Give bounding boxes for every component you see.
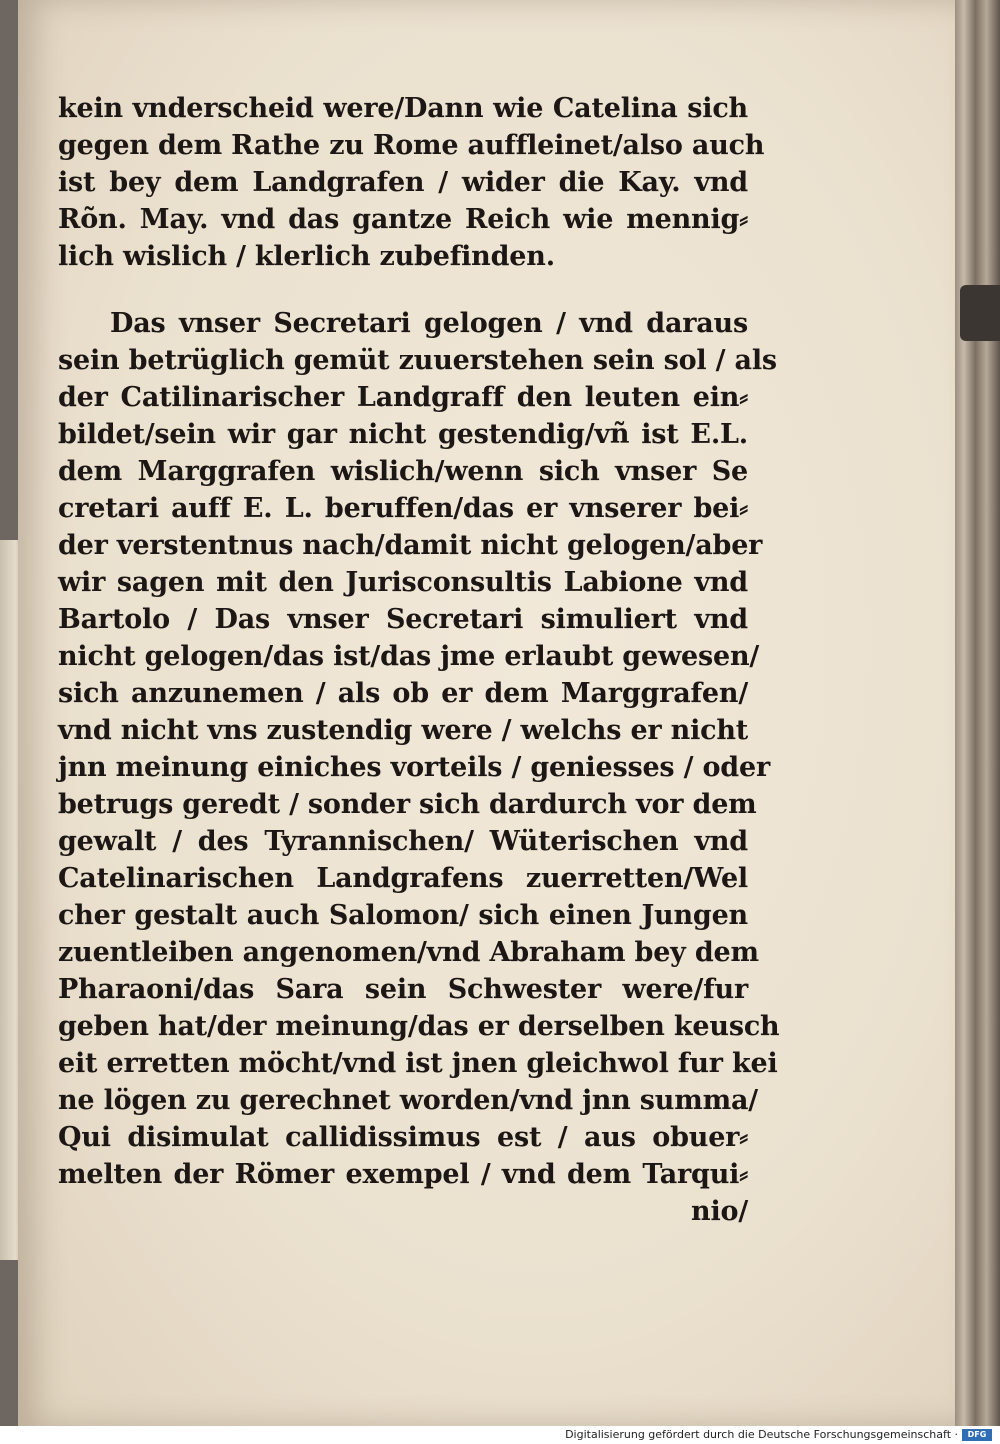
binding-tab [960,285,1000,341]
text-line: sich anzunemen / als ob er dem Marggrafen/ [58,678,748,709]
text-line: Das vnser Secretari gelogen / vnd daraus [110,308,748,339]
text-line: der verstentnus nach/damit nicht gelogen/aber [58,530,763,561]
text-line: ne lögen zu gerechnet worden/vnd jnn summa/ [58,1085,758,1116]
footer-bar [0,1426,1000,1444]
digitization-credit: Digitalisierung gefördert durch die Deutsche Forschungsgemeinschaft · [565,1428,958,1441]
text-line: gegen dem Rathe zu Rome auffleinet/also auch [58,130,765,161]
text-line: kein vnderscheid were/Dann wie Catelina sich [58,93,748,124]
text-line: bildet/sein wir gar nicht gestendig/vñ ist E.L. [58,419,748,450]
text-line: der Catilinarischer Landgraff den leuten ein⸗ [58,382,748,413]
text-line: wir sagen mit den Jurisconsultis Labione vnd [58,567,748,598]
text-line: jnn meinung einiches vorteils / geniesses / oder [58,752,770,783]
text-line: melten der Römer exempel / vnd dem Tarqui⸗ [58,1159,748,1190]
catchword: nio/ [691,1196,748,1227]
paragraph-gap [58,275,748,305]
text-line: zuentleiben angenomen/vnd Abraham bey dem [58,937,759,968]
text-line: sein betrüglich gemüt zuuerstehen sein sol / als [58,345,777,376]
text-line: lich wislich / klerlich zubefinden. [58,241,555,272]
text-line: cretari auff E. L. beruffen/das er vnserer bei⸗ [58,493,748,524]
dfg-logo: DFG [962,1429,992,1441]
page-text [58,90,780,1230]
text-line: nicht gelogen/das ist/das jme erlaubt gewesen/ [58,641,760,672]
text-line: Bartolo / Das vnser Secretari simuliert vnd [58,604,748,635]
text-line: cher gestalt auch Salomon/ sich einen Jungen [58,900,748,931]
text-line: Qui disimulat callidissimus est / aus obuer⸗ [58,1122,748,1153]
text-line: geben hat/der meinung/das er derselben keusch [58,1011,780,1042]
page-fore-edge [955,0,1000,1426]
text-line: Catelinarischen Landgrafens zuerretten/Wel [58,863,748,894]
text-line: Rõn. May. vnd das gantze Reich wie mennig⸗ [58,204,748,235]
text-line: eit erretten möcht/vnd ist jnen gleichwol fur kei [58,1048,778,1079]
text-line: dem Marggrafen wislich/wenn sich vnser Se [58,456,748,487]
paragraph-2 [58,305,780,1230]
text-line: ist bey dem Landgrafen / wider die Kay. vnd [58,167,748,198]
text-line: gewalt / des Tyrannischen/ Wüterischen vnd [58,826,748,857]
text-line: vnd nicht vns zustendig were / welchs er nicht [58,715,749,746]
text-line: betrugs geredt / sonder sich dardurch vor dem [58,789,757,820]
paragraph-1 [58,90,765,275]
text-line: Pharaoni/das Sara sein Schwester were/fur [58,974,748,1005]
